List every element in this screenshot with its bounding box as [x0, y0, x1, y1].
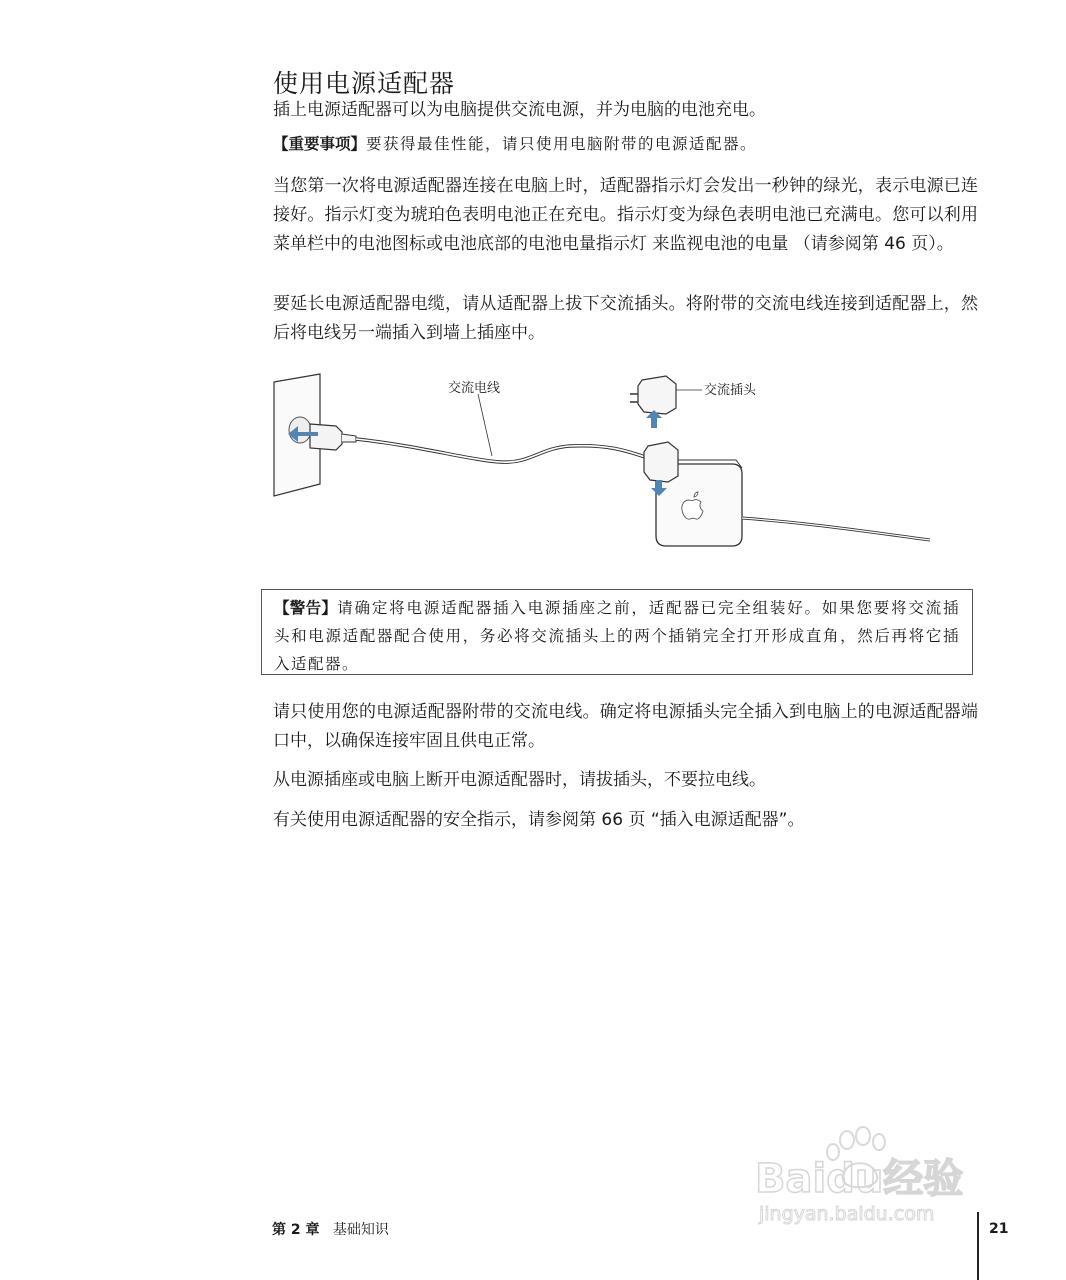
important-label: 【重要事项】: [273, 135, 367, 153]
chapter-title: 基础知识: [332, 1222, 389, 1238]
warning-label: 【警告】: [274, 599, 338, 617]
wall-socket: [289, 417, 311, 443]
label-ac-plug: 交流插头: [704, 383, 757, 398]
ac-cable: [356, 439, 648, 462]
paragraph-disconnect: 从电源插座或电脑上断开电源适配器时，请拔插头，不要拉电线。: [273, 770, 766, 790]
warning-text: 请确定将电源适配器插入电源插座之前，适配器已完全组装好。如果您要将交流插头和电源适配器配合使用，务必将交流插头上的两个插销完全打开形成直角，然后再将它插入适配器。: [274, 599, 960, 673]
important-text: 要获得最佳性能，请只使用电脑附带的电源适配器。: [366, 135, 758, 153]
ac-plug-detached: [638, 376, 676, 414]
paragraph-extend-cable: 要延长电源适配器电缆，请从适配器上拔下交流插头。将附带的交流电线连接到适配器上，然后将电线另一端插入到墙上插座中。: [273, 294, 978, 343]
intro-paragraph: 插上电源适配器可以为电脑提供交流电源，并为电脑的电池充电。: [273, 100, 766, 120]
important-note: [273, 131, 978, 157]
power-adapter-diagram: [270, 368, 950, 558]
paragraph-use-cable: 请只使用您的电源适配器附带的交流电线。确定将电源插头完全插入到电脑上的电源适配器端口中，以确保连接牢固且供电正常。: [273, 702, 978, 751]
warning-box: [261, 589, 973, 675]
paragraph-indicator-light: 当您第一次将电源适配器连接在电脑上时，适配器指示灯会发出一秒钟的绿光，表示电源已连接好。指示灯变为琥珀色表明电池正在充电。指示灯变为绿色表明电池已充满电。您可以利用菜单栏中的电池图标或电池底部的电池电量指示灯 来监视电池的电量 （请参阅第 46 页）。: [273, 176, 978, 254]
page-number-rule: [977, 1212, 979, 1280]
ac-plug-attached: [644, 442, 678, 482]
baidu-watermark: [755, 1120, 1005, 1230]
page-number: 21: [989, 1221, 1009, 1237]
wall-plug: [310, 424, 342, 450]
label-ac-cable: 交流电线: [448, 381, 501, 396]
chapter-label: 第 2 章: [272, 1222, 320, 1238]
watermark-url: jingyan.baidu.com: [759, 1203, 935, 1225]
page-title: 使用电源适配器: [273, 69, 456, 98]
paragraph-safety-reference: 有关使用电源适配器的安全指示，请参阅第 66 页 “插入电源适配器”。: [273, 810, 805, 830]
footer-chapter: [272, 1219, 389, 1239]
watermark-brand: Baidu经验: [755, 1156, 964, 1202]
